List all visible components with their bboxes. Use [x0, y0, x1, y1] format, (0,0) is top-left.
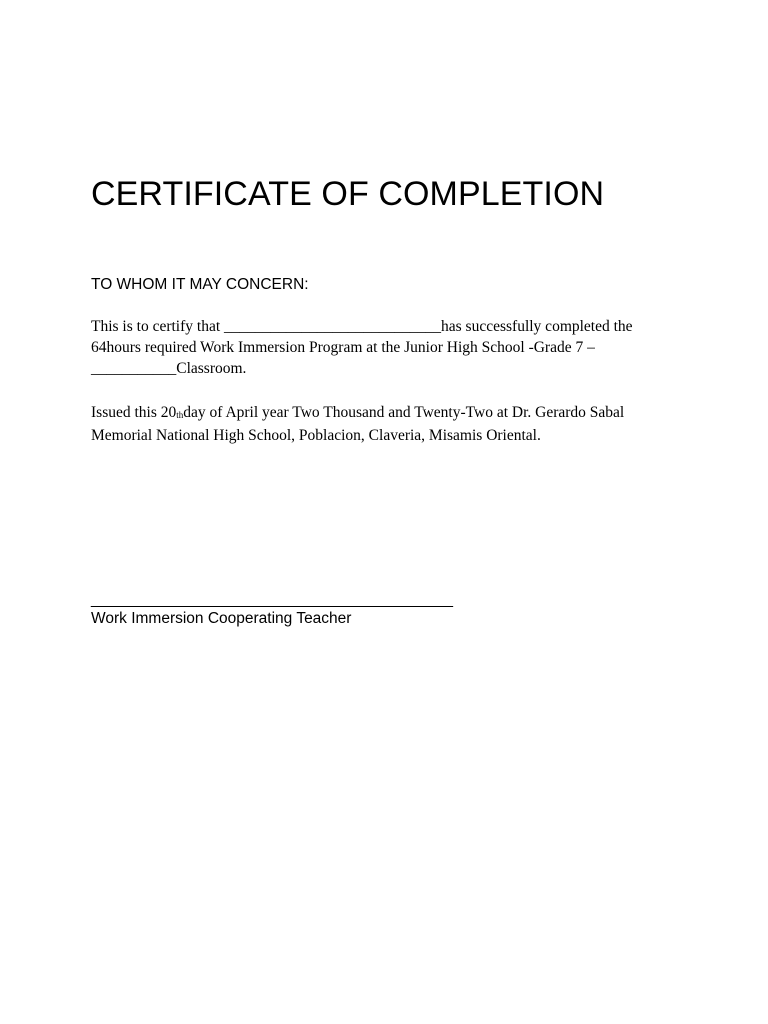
- salutation: TO WHOM IT MAY CONCERN:: [91, 276, 309, 293]
- signature-label: Work Immersion Cooperating Teacher: [91, 610, 352, 627]
- issuance-date-suffix: day of April year Two Thousand and Twenty-Two at Dr. Gerardo Sabal: [183, 404, 625, 421]
- issuance-date-prefix: Issued this 20: [91, 404, 177, 421]
- certification-line-2: 64hours required Work Immersion Program at the Junior High School -Grade 7 –: [91, 339, 595, 356]
- ordinal-suffix: th: [176, 410, 184, 420]
- issuance-line-1: [91, 402, 691, 425]
- issuance-paragraph: [91, 402, 691, 446]
- signature-line: __________________________________________: [91, 591, 454, 608]
- certification-line-1: This is to certify that ____________________________has successfully completed the: [91, 318, 633, 335]
- issuance-line-2: Memorial National High School, Poblacion, Claveria, Misamis Oriental.: [91, 427, 541, 444]
- certification-paragraph: [91, 316, 691, 379]
- certificate-title: CERTIFICATE OF COMPLETION: [91, 175, 605, 213]
- certification-line-3: ___________Classroom.: [91, 360, 247, 377]
